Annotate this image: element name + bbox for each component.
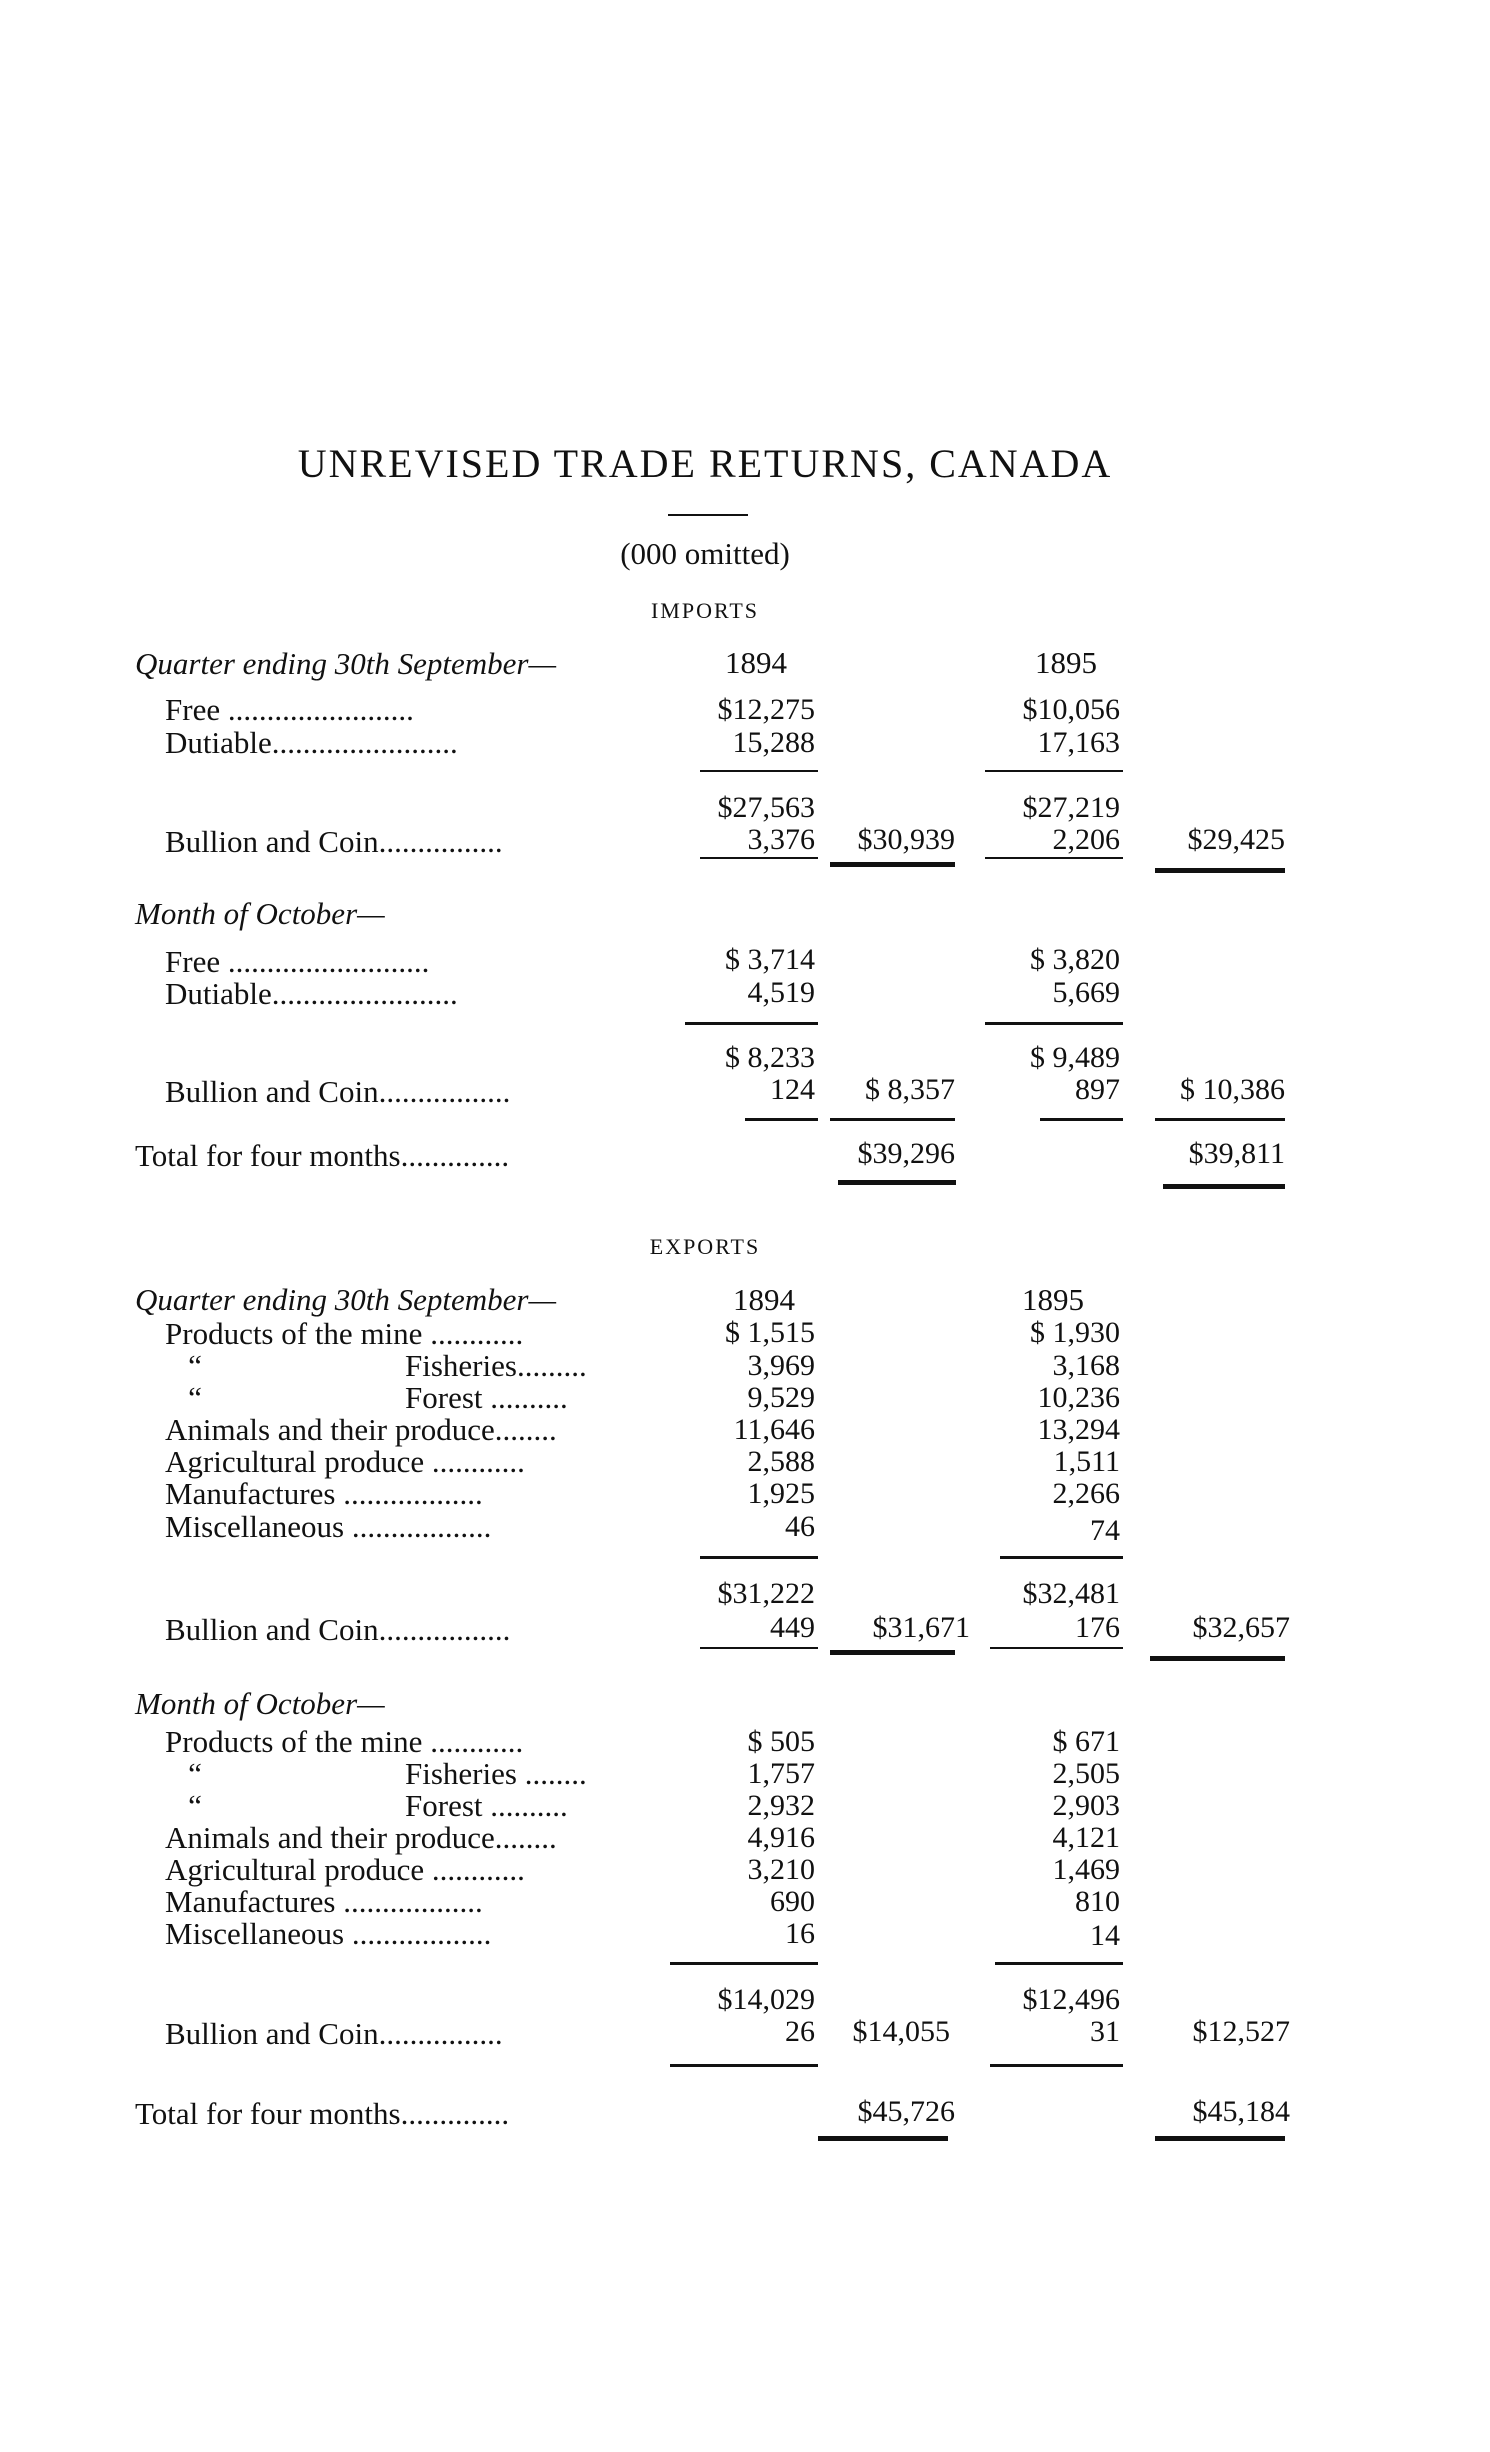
ditto-mark: “ xyxy=(188,1380,202,1415)
imports-q-row-1895: 17,163 xyxy=(1037,726,1120,759)
rule-double xyxy=(818,2136,948,2141)
subtitle: (000 omitted) xyxy=(620,536,790,571)
rule xyxy=(700,857,818,859)
imports-q-row-label: Dutiable........................ xyxy=(165,725,458,760)
exports-q-subtotal-1895: $32,481 xyxy=(1022,1577,1120,1610)
rule xyxy=(685,1022,818,1025)
exports-q-row-1895: 2,266 xyxy=(1052,1477,1120,1510)
imports-four-months-label: Total for four months.............. xyxy=(135,1138,510,1173)
exports-m-subtotal-1895: $12,496 xyxy=(1022,1983,1120,2016)
exports-m-row-1894: $ 505 xyxy=(747,1725,815,1758)
exports-q-row-1895: 10,236 xyxy=(1037,1381,1120,1414)
exports-heading: EXPORTS xyxy=(649,1234,761,1259)
rule xyxy=(830,1118,955,1121)
exports-q-row-1895: 1,511 xyxy=(1053,1445,1120,1478)
imports-q-row-1895: $10,056 xyxy=(1022,693,1120,726)
exports-q-row-1894: 9,529 xyxy=(747,1381,815,1414)
exports-q-bullion-1895: 176 xyxy=(1075,1611,1120,1644)
rule-double xyxy=(830,862,955,867)
rule xyxy=(745,1118,818,1121)
exports-q-bullion-label: Bullion and Coin................. xyxy=(165,1612,511,1647)
exports-four-months-1895: $45,184 xyxy=(1192,2095,1290,2128)
exports-m-row-label: “ Forest .......... xyxy=(165,1790,568,1822)
rule xyxy=(985,857,1123,859)
imports-m-bullion-1894: 124 xyxy=(770,1073,815,1106)
rule xyxy=(990,2064,1123,2067)
imports-m-subtotal-1894: $ 8,233 xyxy=(725,1041,815,1074)
rule-double xyxy=(1155,868,1285,873)
imports-m-bullion-label: Bullion and Coin................. xyxy=(165,1074,511,1109)
imports-four-months-1895: $39,811 xyxy=(1188,1137,1285,1170)
imports-month-label: Month of October— xyxy=(135,896,385,931)
imports-quarter-label: Quarter ending 30th September— xyxy=(135,646,557,681)
exports-m-bullion-label: Bullion and Coin................ xyxy=(165,2016,503,2051)
imports-m-row-1895: $ 3,820 xyxy=(1030,943,1120,976)
exports-q-total-1894: $31,671 xyxy=(872,1611,970,1644)
imports-q-total-1894: $30,939 xyxy=(857,823,955,856)
exports-m-row-label: Agricultural produce ............ xyxy=(165,1852,525,1887)
imports-m-total-1894: $ 8,357 xyxy=(865,1073,955,1106)
rule xyxy=(700,1647,818,1649)
rule-double xyxy=(830,1650,955,1655)
imports-m-row-1895: 5,669 xyxy=(1052,976,1120,1009)
imports-q-row-1894: $12,275 xyxy=(717,693,815,726)
ditto-mark: “ xyxy=(188,1788,202,1823)
exports-q-row-label: Products of the mine ............ xyxy=(165,1316,524,1351)
exports-m-row-1895: 14 xyxy=(1090,1919,1120,1952)
imports-m-subtotal-1895: $ 9,489 xyxy=(1030,1041,1120,1074)
imports-q-total-1895: $29,425 xyxy=(1187,823,1285,856)
exports-month-label: Month of October— xyxy=(135,1686,385,1721)
exports-q-row-1894: 11,646 xyxy=(733,1413,815,1446)
rule xyxy=(670,2064,818,2067)
exports-q-row-label: Animals and their produce........ xyxy=(165,1412,557,1447)
exports-q-row-1894: 3,969 xyxy=(747,1349,815,1382)
exports-m-row-1894: 2,932 xyxy=(747,1789,815,1822)
rule xyxy=(990,1647,1123,1649)
exports-m-row-1895: 810 xyxy=(1075,1885,1120,1918)
exports-four-months-1894: $45,726 xyxy=(857,2095,955,2128)
rule-double xyxy=(1155,2136,1285,2141)
exports-m-row-label: Animals and their produce........ xyxy=(165,1820,557,1855)
rule-double xyxy=(838,1180,956,1185)
exports-q-row-1894: 46 xyxy=(785,1510,815,1543)
ditto-mark: “ xyxy=(188,1756,202,1791)
exports-m-bullion-1895: 31 xyxy=(1090,2015,1120,2048)
exports-q-bullion-1894: 449 xyxy=(770,1611,815,1644)
exports-m-row-1894: 3,210 xyxy=(747,1853,815,1886)
exports-four-months-label: Total for four months.............. xyxy=(135,2096,510,2131)
exports-quarter-label: Quarter ending 30th September— xyxy=(135,1282,557,1317)
rule xyxy=(1040,1118,1123,1121)
exports-m-row-1895: 4,121 xyxy=(1052,1821,1120,1854)
rule xyxy=(985,770,1123,772)
exports-q-row-label: “ Fisheries......... xyxy=(165,1350,587,1382)
rule xyxy=(1155,1118,1285,1121)
exports-m-row-label: Products of the mine ............ xyxy=(165,1724,524,1759)
exports-q-subtotal-1894: $31,222 xyxy=(717,1577,815,1610)
exports-q-row-1895: $ 1,930 xyxy=(1030,1316,1120,1349)
exports-m-row-1895: 1,469 xyxy=(1052,1853,1120,1886)
imports-m-row-label: Free .......................... xyxy=(165,944,430,979)
imports-heading: IMPORTS xyxy=(650,598,760,623)
imports-m-total-1895: $ 10,386 xyxy=(1180,1073,1285,1106)
exports-m-row-label: Manufactures .................. xyxy=(165,1884,483,1919)
rule xyxy=(700,770,818,772)
rule-double xyxy=(1150,1656,1285,1661)
exports-q-total-1895: $32,657 xyxy=(1192,1611,1290,1644)
imports-m-row-1894: $ 3,714 xyxy=(725,943,815,976)
imports-year-1894: 1894 xyxy=(725,645,787,680)
exports-year-1894: 1894 xyxy=(733,1282,795,1317)
exports-m-row-1895: 2,505 xyxy=(1052,1757,1120,1790)
rule xyxy=(1000,1556,1123,1559)
exports-q-row-label: Manufactures .................. xyxy=(165,1476,483,1511)
exports-m-row-label: “ Fisheries ........ xyxy=(165,1758,587,1790)
imports-m-row-label: Dutiable........................ xyxy=(165,976,458,1011)
title-rule xyxy=(668,514,748,516)
imports-q-row-label: Free ........................ xyxy=(165,692,414,727)
exports-year-1895: 1895 xyxy=(1022,1282,1084,1317)
exports-q-row-label: Agricultural produce ............ xyxy=(165,1444,525,1479)
rule-double xyxy=(1163,1184,1285,1189)
exports-q-row-1895: 3,168 xyxy=(1052,1349,1120,1382)
imports-year-1895: 1895 xyxy=(1035,645,1097,680)
rule xyxy=(670,1962,818,1965)
exports-q-row-1894: $ 1,515 xyxy=(725,1316,815,1349)
imports-four-months-1894: $39,296 xyxy=(857,1137,955,1170)
exports-m-bullion-1894: 26 xyxy=(785,2015,815,2048)
exports-m-row-1895: 2,903 xyxy=(1052,1789,1120,1822)
exports-q-row-1895: 74 xyxy=(1090,1514,1120,1547)
imports-q-subtotal-1895: $27,219 xyxy=(1022,791,1120,824)
exports-m-row-label: Miscellaneous .................. xyxy=(165,1916,492,1951)
exports-m-total-1895: $12,527 xyxy=(1192,2015,1290,2048)
exports-q-row-label: Miscellaneous .................. xyxy=(165,1509,492,1544)
exports-m-total-1894: $14,055 xyxy=(852,2015,950,2048)
imports-q-subtotal-1894: $27,563 xyxy=(717,791,815,824)
exports-m-row-1894: 1,757 xyxy=(747,1757,815,1790)
ditto-mark: “ xyxy=(188,1348,202,1383)
exports-q-row-1894: 1,925 xyxy=(747,1477,815,1510)
page-title: UNREVISED TRADE RETURNS, CANADA xyxy=(297,441,1113,486)
exports-m-row-1894: 690 xyxy=(770,1885,815,1918)
exports-m-row-1894: 16 xyxy=(785,1917,815,1950)
rule xyxy=(995,1962,1123,1965)
exports-q-row-1894: 2,588 xyxy=(747,1445,815,1478)
exports-q-row-label: “ Forest .......... xyxy=(165,1382,568,1414)
imports-q-bullion-1894: 3,376 xyxy=(747,823,815,856)
exports-m-row-1895: $ 671 xyxy=(1052,1725,1120,1758)
imports-m-bullion-1895: 897 xyxy=(1075,1073,1120,1106)
exports-q-row-1895: 13,294 xyxy=(1037,1413,1120,1446)
imports-q-row-1894: 15,288 xyxy=(732,726,815,759)
exports-m-subtotal-1894: $14,029 xyxy=(717,1983,815,2016)
rule xyxy=(700,1556,818,1559)
imports-q-bullion-1895: 2,206 xyxy=(1052,823,1120,856)
exports-m-row-1894: 4,916 xyxy=(747,1821,815,1854)
imports-q-bullion-label: Bullion and Coin................ xyxy=(165,824,503,859)
rule xyxy=(985,1022,1123,1025)
imports-m-row-1894: 4,519 xyxy=(747,976,815,1009)
